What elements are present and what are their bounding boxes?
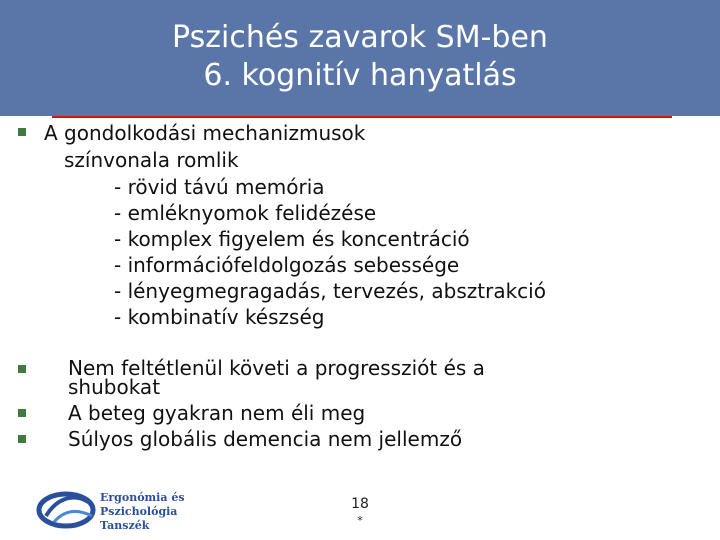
sub-item: - információfeldolgozás sebessége (114, 253, 460, 277)
logo-mark-icon (36, 486, 98, 532)
block1-line1: A gondolkodási mechanizmusok (44, 121, 366, 145)
block2-item1-line1: Nem feltétlenül követi a progressziót és a (68, 356, 485, 380)
page-number: 18 (351, 496, 369, 512)
title-bar (0, 0, 720, 116)
bullet-icon (18, 409, 26, 417)
sub-item: - lényegmegragadás, tervezés, absztrakció (114, 279, 546, 303)
logo-text-line: Tanszék (100, 519, 150, 532)
block1-line2: színvonala romlik (64, 148, 239, 172)
sub-item: - komplex figyelem és koncentráció (114, 227, 470, 251)
bullet-icon (18, 128, 26, 136)
bullet-icon (18, 365, 26, 373)
title-divider (52, 116, 672, 118)
sub-item: - kombinatív készség (114, 305, 325, 329)
block2-item2: A beteg gyakran nem éli meg (68, 401, 366, 425)
block2-item1-line2: shubokat (68, 375, 161, 399)
bullet-icon (18, 435, 26, 443)
sub-item: - rövid távú memória (114, 175, 325, 199)
page-mark: * (357, 514, 363, 527)
logo-text-line: Ergonómia és (100, 491, 185, 504)
logo-text-line: Pszichológia (100, 505, 178, 518)
block2-item3: Súlyos globális demencia nem jellemző (68, 427, 463, 451)
slide-title-line-2: 6. kognitív hanyatlás (203, 58, 517, 93)
slide-title-line-1: Pszichés zavarok SM-ben (172, 20, 548, 55)
sub-item: - emléknyomok felidézése (114, 201, 377, 225)
